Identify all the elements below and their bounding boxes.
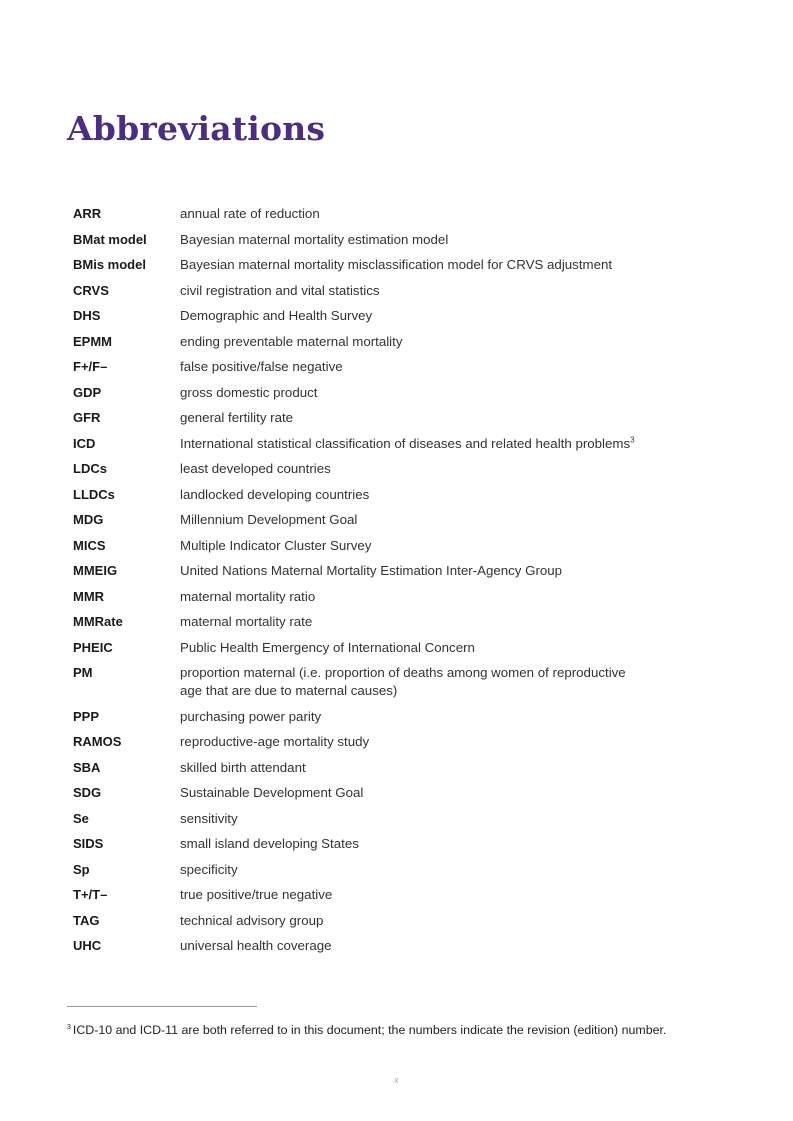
abbreviation-row [73, 358, 673, 376]
abbreviation-row [73, 307, 673, 325]
abbreviation-definition-text: least developed countries [180, 461, 331, 476]
abbreviation-row [73, 333, 673, 351]
abbreviation-row [73, 733, 673, 751]
abbreviation-row [73, 588, 673, 606]
abbreviation-definition-text: purchasing power parity [180, 708, 322, 724]
abbreviation-definition [180, 733, 640, 751]
abbreviation-definition [180, 810, 640, 828]
abbreviation-term: DHS [73, 308, 101, 323]
abbreviation-row [73, 435, 673, 453]
abbreviation-term: UHC [73, 938, 102, 954]
abbreviation-definition-text: United Nations Maternal Mortality Estimation Inter-Agency Group [180, 563, 563, 578]
footnote [67, 1021, 666, 1039]
footnote-divider [67, 1006, 257, 1007]
abbreviation-definition [180, 886, 640, 904]
abbreviation-definition [180, 664, 640, 700]
abbreviation-term: MICS [73, 537, 106, 553]
abbreviation-term: SBA [73, 759, 101, 775]
abbreviation-definition [180, 358, 640, 376]
abbreviation-definition [180, 409, 640, 427]
abbreviation-term: MMR [73, 588, 105, 604]
abbreviation-definition [180, 282, 640, 300]
abbreviation-row [73, 861, 673, 879]
abbreviation-definition [180, 588, 640, 606]
abbreviation-definition-text: proportion maternal (i.e. proportion of deaths among women of reproductive age that are due to maternal causes) [180, 665, 626, 699]
abbreviation-definition [180, 835, 640, 853]
abbreviation-definition-text: gross domestic product [180, 384, 318, 400]
abbreviation-row [73, 205, 673, 223]
abbreviation-definition-text: Bayesian maternal mortality misclassification model for CRVS adjustment [180, 257, 613, 272]
abbreviation-definition [180, 861, 640, 879]
abbreviation-row [73, 537, 673, 555]
abbreviation-term: EPMM [73, 333, 112, 349]
abbreviation-row [73, 409, 673, 427]
abbreviation-definition-text: International statistical classification of diseases and related health problems [180, 435, 631, 451]
abbreviation-row [73, 784, 673, 802]
abbreviation-definition [180, 384, 640, 402]
page-number: x [394, 1075, 399, 1085]
abbreviation-definition-text: Demographic and Health Survey [180, 308, 373, 323]
abbreviation-term: BMat model [73, 231, 147, 247]
abbreviation-term: Se [73, 810, 89, 826]
abbreviation-definition-text: true positive/true negative [180, 887, 333, 903]
abbreviation-term: GFR [73, 410, 101, 425]
abbreviation-term: GDP [73, 384, 102, 400]
abbreviation-row [73, 708, 673, 726]
abbreviation-definition-text: general fertility rate [180, 410, 294, 425]
abbreviation-definition-text: Bayesian maternal mortality estimation model [180, 231, 449, 247]
abbreviation-definition [180, 708, 640, 726]
abbreviation-definition-text: annual rate of reduction [180, 206, 320, 221]
abbreviation-definition-text: Multiple Indicator Cluster Survey [180, 537, 372, 553]
abbreviation-definition-text: maternal mortality ratio [180, 588, 316, 604]
abbreviation-definition [180, 784, 640, 802]
page-title: Abbreviations [67, 109, 326, 148]
abbreviation-definition [180, 205, 640, 223]
footnote-text: ICD-10 and ICD-11 are both referred to in this document; the numbers indicate the revision (edition) number. [72, 1023, 667, 1037]
abbreviation-definition-text: universal health coverage [180, 938, 332, 954]
abbreviation-term: LDCs [73, 461, 107, 476]
abbreviation-term: ARR [73, 206, 102, 221]
abbreviation-term: MDG [73, 512, 104, 527]
abbreviation-definition-text: civil registration and vital statistics [180, 282, 380, 298]
abbreviation-row [73, 460, 673, 478]
abbreviation-term: PHEIC [73, 639, 113, 655]
abbreviation-term: F+/F– [73, 359, 108, 374]
abbreviation-definition-text: maternal mortality rate [180, 614, 313, 629]
abbreviation-row [73, 486, 673, 504]
abbreviation-definition-text: skilled birth attendant [180, 759, 306, 775]
abbreviation-term: BMis model [73, 257, 146, 272]
abbreviation-definition [180, 937, 640, 955]
abbreviation-row [73, 613, 673, 631]
abbreviation-row [73, 664, 673, 700]
abbreviation-row [73, 384, 673, 402]
abbreviation-definition [180, 231, 640, 249]
abbreviation-term: PM [73, 665, 93, 680]
abbreviation-row [73, 759, 673, 777]
abbreviation-definition [180, 511, 640, 529]
abbreviation-definition-text: Millennium Development Goal [180, 512, 358, 527]
abbreviation-term: CRVS [73, 282, 109, 298]
abbreviation-definition [180, 639, 640, 657]
abbreviation-row [73, 912, 673, 930]
abbreviation-term: Sp [73, 861, 90, 877]
footnote-reference: 3 [630, 435, 635, 445]
abbreviation-definition [180, 435, 640, 453]
abbreviation-term: RAMOS [73, 734, 122, 750]
abbreviation-term: T+/T– [73, 887, 108, 903]
abbreviation-definition-text: sensitivity [180, 810, 238, 826]
abbreviation-row [73, 282, 673, 300]
abbreviations-list [73, 205, 673, 963]
abbreviation-row [73, 937, 673, 955]
abbreviation-term: MMRate [73, 614, 123, 629]
abbreviation-row [73, 511, 673, 529]
abbreviation-definition [180, 307, 640, 325]
abbreviation-term: ICD [73, 435, 96, 451]
abbreviation-definition-text: Public Health Emergency of International Concern [180, 639, 475, 655]
abbreviation-term: TAG [73, 912, 100, 928]
abbreviation-row [73, 562, 673, 580]
abbreviation-definition-text: technical advisory group [180, 912, 324, 928]
abbreviation-definition-text: specificity [180, 861, 238, 877]
abbreviation-definition [180, 537, 640, 555]
abbreviation-definition [180, 562, 640, 580]
abbreviation-term: MMEIG [73, 563, 118, 578]
abbreviation-row [73, 886, 673, 904]
abbreviation-row [73, 231, 673, 249]
abbreviation-row [73, 256, 673, 274]
abbreviation-definition [180, 759, 640, 777]
abbreviation-term: LLDCs [73, 486, 115, 502]
abbreviation-definition-text: reproductive-age mortality study [180, 734, 370, 750]
abbreviation-definition [180, 613, 640, 631]
abbreviation-row [73, 639, 673, 657]
abbreviation-term: PPP [73, 708, 100, 724]
abbreviation-definition-text: Sustainable Development Goal [180, 785, 364, 801]
abbreviation-definition-text: ending preventable maternal mortality [180, 333, 403, 349]
abbreviation-definition-text: small island developing States [180, 836, 359, 852]
abbreviation-definition-text: false positive/false negative [180, 359, 343, 374]
abbreviation-definition [180, 460, 640, 478]
abbreviation-definition-text: landlocked developing countries [180, 486, 370, 502]
abbreviation-definition [180, 486, 640, 504]
abbreviation-term: SDG [73, 785, 102, 801]
abbreviation-definition [180, 256, 640, 274]
abbreviation-definition [180, 912, 640, 930]
abbreviation-definition [180, 333, 640, 351]
footnote-marker: 3 [67, 1023, 71, 1031]
abbreviation-row [73, 835, 673, 853]
abbreviation-row [73, 810, 673, 828]
abbreviation-term: SIDS [73, 836, 104, 852]
